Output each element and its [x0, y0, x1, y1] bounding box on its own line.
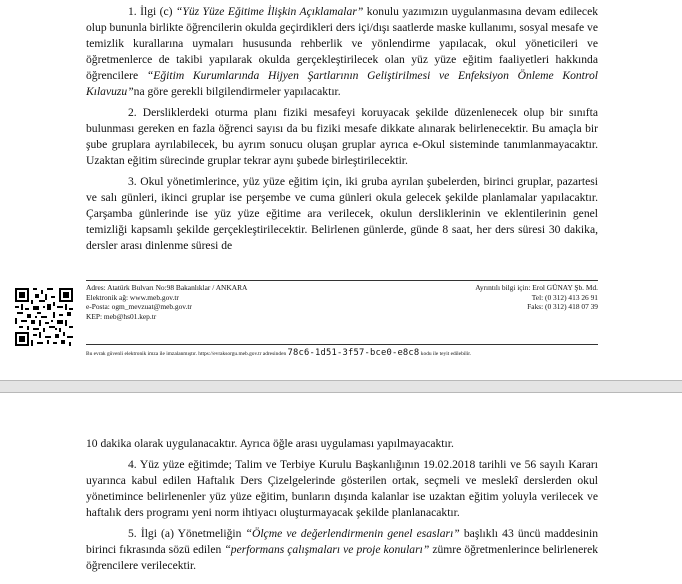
- paragraph-3: 3. Okul yönetimlerince, yüz yüze eğitim için, iki gruba ayrılan şubelerden, birinci gruplar, pazartesi ve salı günleri, ikinci gruplar ise perşembe ve cuma günleri okula gelecek şekilde planlamalar yapılacaktır. Çarşamba günlerinde ise yüz yüze eğitime ara verilecek, okulun dersliklerinin ve eklentilerinin genel temizliği kapsamlı şekilde gerçekleştirilecektir. Belirlenen günlerde, günde 8 saat, her ders süresi 30 dakika, dersler arası dinlenme süresi de: [86, 175, 598, 252]
- body-text-page-2: [86, 436, 598, 574]
- footer-right: [398, 283, 598, 312]
- verification-code: 78c6-1d51-3f57-bce0-e8c8: [287, 348, 420, 358]
- body-text-page-1: [86, 4, 598, 254]
- page-separator: [0, 380, 682, 393]
- footer-email: e-Posta: ogm_mevzuat@meb.gov.tr: [86, 302, 192, 311]
- footer-kep: KEP: meb@hs01.kep.tr: [86, 311, 157, 321]
- qr-code-icon: [15, 288, 73, 346]
- footer-bottom-rule: [86, 344, 598, 345]
- paragraph-3-continued: 10 dakika olarak uygulanacaktır. Ayrıca öğle arası uygulaması yapılmayacaktır.: [86, 437, 454, 450]
- paragraph-2: 2. Dersliklerdeki oturma planı fiziki mesafeyi koruyacak şekilde düzenlenecek olup bir sınıfta bulunması gereken en fazla öğrenci sayısı da bu fiziki mesafe dikkate alınarak belirlenecektir. Bu amaçla bir şube gruplara ayrılabilecek, bu ayrım sonucu oluşan gruplar ayrıca e-Okul sisteminde tanımlanmayacaktır. Uzaktan eğitim sürecinde gruplar tekrar aynı şubede birleştirilecektir.: [86, 106, 598, 167]
- footer-left: [86, 283, 386, 321]
- paragraph-1: 1. İlgi (c) “Yüz Yüze Eğitime İlişkin Açıklamalar” konulu yazımızın uygulanmasına devam edilecek olup bununla birlikte öğrencilerin okulda geçirdikleri ders içi/dışı saatlerde maske kullanımı, sosyal mesafe ve temizlik kurallarına uymaları hususunda rehberlik ve yönlendirme yapılacak, okul yöneticileri ve öğretmenlerce de takibi yapılarak okulda gerçekleştirilecek olan yüz yüze eğitim faaliyetleri hakkında öğrencilere “Eğitim Kurumlarında Hijyen Şartlarının Geliştirilmesi ve Enfeksiyon Önleme Kontrol Kılavuzu”na göre gerekli bilgilendirmeler yapılacaktır.: [86, 5, 599, 98]
- paragraph-5: 5. İlgi (a) Yönetmeliğin “Ölçme ve değerlendirmenin genel esasları” başlıklı 43 üncü maddesinin birinci fıkrasında sözü edilen “performans çalışmaları ve proje konuları” zümre öğretmenlerince belirlenerek öğrencilere verilecektir.: [86, 527, 599, 572]
- footer-fax: Faks: (0 312) 418 07 39: [527, 302, 598, 311]
- e-signature-verification: Bu evrak güvenli elektronik imza ile imzalanmıştır. https://evraksorgu.meb.gov.tr adresinden 78c6-1d51-3f57-bce0-e8c8 kodu ile teyit edilebilir.: [86, 348, 472, 358]
- footer-web: Elektronik ağ: www.meb.gov.tr: [86, 292, 179, 302]
- footer-contact-person: Ayrıntılı bilgi için: Erol GÜNAY Şb. Md.: [475, 283, 598, 292]
- paragraph-4: 4. Yüz yüze eğitimde; Talim ve Terbiye Kurulu Başkanlığının 19.02.2018 tarihli ve 56 sayılı Kararı uyarınca kabul edilen Haftalık Ders Çizelgelerinde gösterilen ortak, seçmeli ve meslekî derslerden okul yönetimince belirlenenler yüz yüze eğitim, bunların dışında kalanlar ise uzaktan eğitim yoluyla verilecek ve haftalık ders programı yeni norm ihtiyacı oluşturmayacak şekilde planlanacaktır.: [86, 458, 598, 519]
- footer-top-rule: [86, 280, 598, 281]
- footer-phone: Tel: (0 312) 413 26 91: [531, 292, 598, 302]
- document-page-2: [0, 393, 682, 584]
- footer-address: Adres: Atatürk Bulvarı No:98 Bakanlıklar / ANKARA: [86, 283, 248, 292]
